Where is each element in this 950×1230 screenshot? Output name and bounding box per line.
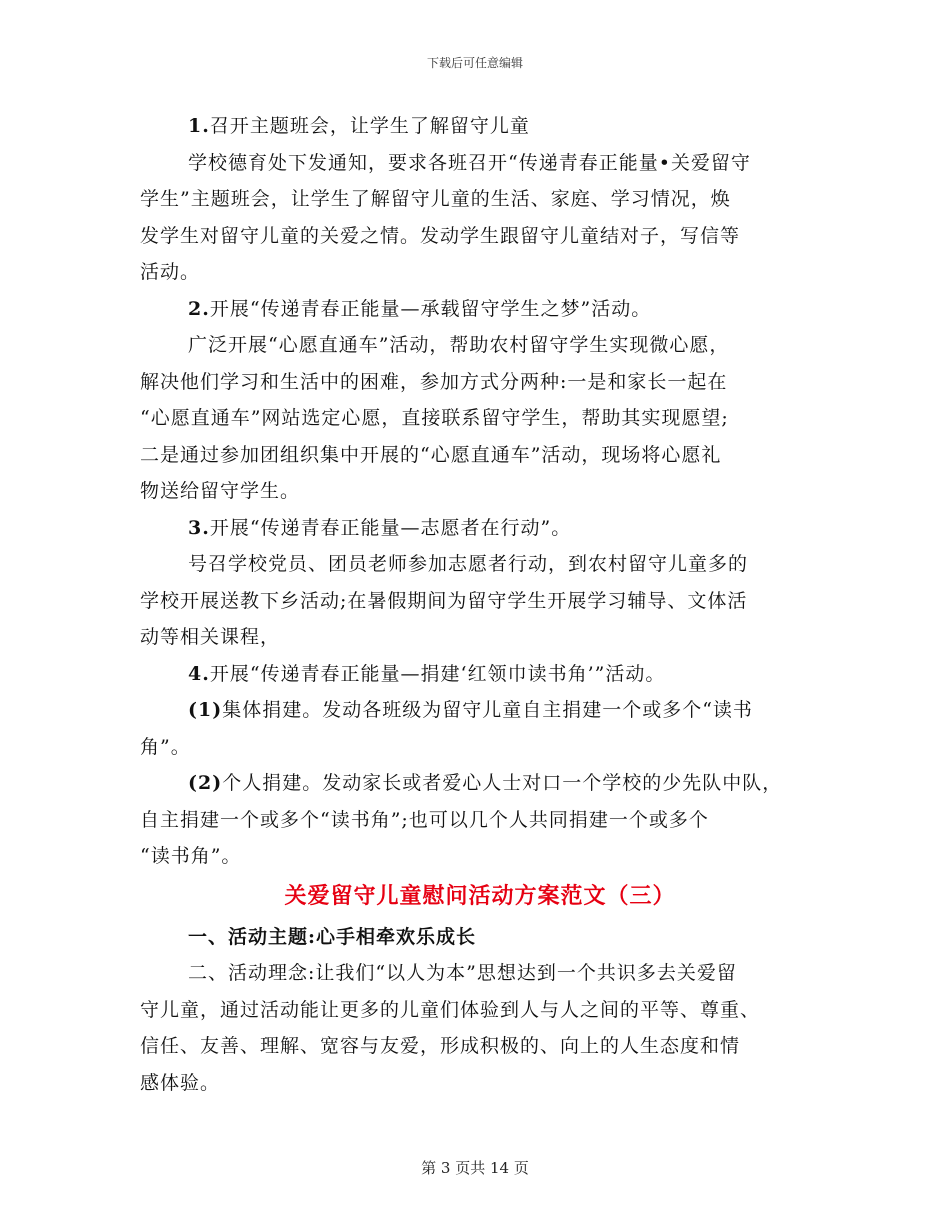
paragraph-line: 角”。 bbox=[140, 735, 191, 758]
paragraph-line: 广泛开展“心愿直通车”活动，帮助农村留守学生实现微心愿， bbox=[188, 334, 730, 356]
paragraph-line: “心愿直通车”网站选定心愿，直接联系留守学生，帮助其实现愿望; bbox=[140, 407, 729, 429]
paragraph-line: 信任、友善、理解、宽容与友爱，形成积极的、向上的人生态度和情 bbox=[140, 1035, 741, 1057]
item-4-heading bbox=[140, 656, 820, 693]
subitem-2-line bbox=[140, 765, 820, 802]
item-1-heading bbox=[140, 108, 820, 145]
item-1-title: 召开主题班会，让学生了解留守儿童 bbox=[209, 115, 530, 137]
item-1-number: 1. bbox=[188, 115, 210, 137]
paragraph-line: 学校德育处下发通知，要求各班召开“传递青春正能量•关爱留守 bbox=[188, 151, 751, 174]
paragraph-line: 动等相关课程， bbox=[140, 626, 281, 648]
paragraph-line: 守儿童，通过活动能让更多的儿童们体验到人与人之间的平等、尊重、 bbox=[140, 998, 761, 1021]
item-4-number: 4. bbox=[188, 662, 210, 685]
paragraph-line: 感体验。 bbox=[140, 1071, 221, 1094]
activity-theme: 一、活动主题:心手相牵欢乐成长 bbox=[188, 925, 477, 948]
paragraph-line: 学校开展送教下乡活动;在暑假期间为留守学生开展学习辅导、文体活 bbox=[140, 589, 748, 612]
page-header: 下载后可任意编辑 bbox=[426, 56, 523, 70]
item-2-number: 2. bbox=[188, 297, 210, 320]
subitem-1-number: (1) bbox=[188, 699, 223, 721]
subitem-1-line bbox=[140, 692, 820, 729]
subitem-1-text: 集体捐建。发动各班级为留守儿童自主捐建一个或多个“读书 bbox=[222, 699, 753, 721]
paragraph-line: 号召学校党员、团员老师参加志愿者行动，到农村留守儿童多的 bbox=[188, 553, 749, 575]
section-title: 关爱留守儿童慰问活动方案范文（三） bbox=[284, 883, 676, 909]
paragraph-line: 二是通过参加团组织集中开展的“心愿直通车”活动，现场将心愿礼 bbox=[140, 443, 722, 466]
item-3-number: 3. bbox=[188, 516, 210, 539]
paragraph-line: 活动。 bbox=[140, 261, 201, 283]
paragraph-line: 学生”主题班会，让学生了解留守儿童的生活、家庭、学习情况，焕 bbox=[140, 188, 731, 210]
page-footer: 第 3 页共 14 页 bbox=[421, 1159, 529, 1177]
item-4-title: 开展“传递青春正能量—捐建‘红领巾读书角’”活动。 bbox=[209, 662, 666, 685]
paragraph-line: “读书角”。 bbox=[140, 845, 242, 867]
paragraph-line: 自主捐建一个或多个“读书角”;也可以几个人共同捐建一个或多个 bbox=[140, 808, 709, 831]
item-3-title: 开展“传递青春正能量—志愿者在行动”。 bbox=[209, 516, 572, 539]
paragraph-line: 物送给留守学生。 bbox=[140, 480, 301, 502]
paragraph-line: 发学生对留守儿童的关爱之情。发动学生跟留守儿童结对子，写信等 bbox=[140, 224, 741, 247]
document-body bbox=[140, 108, 820, 1101]
subitem-2-text: 个人捐建。发动家长或者爱心人士对口一个学校的少先队中队， bbox=[222, 772, 783, 794]
item-2-heading bbox=[140, 291, 820, 328]
paragraph-line: 解决他们学习和生活中的困难，参加方式分两种:一是和家长一起在 bbox=[140, 370, 728, 393]
item-2-title: 开展“传递青春正能量—承载留守学生之梦”活动。 bbox=[209, 297, 652, 320]
paragraph-line: 二、活动理念:让我们“以人为本”思想达到一个共识多去关爱留 bbox=[188, 962, 737, 984]
subitem-2-number: (2) bbox=[188, 772, 223, 794]
item-3-heading bbox=[140, 510, 820, 547]
